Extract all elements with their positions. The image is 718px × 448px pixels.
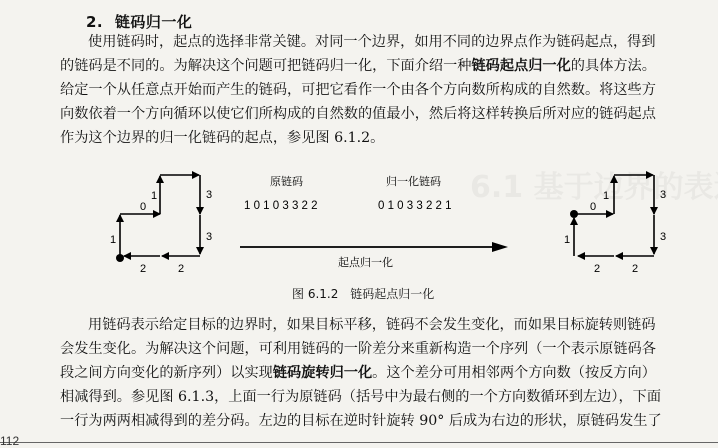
right-digit: 2 bbox=[594, 263, 601, 275]
left-digit: 1 bbox=[151, 190, 158, 202]
p2-line-1: 用链码表示给定目标的边界时，如果目标平移，链码不会发生变化，而如果目标旋转则链码 bbox=[88, 317, 656, 333]
paragraph-2 bbox=[60, 313, 700, 433]
right-digit: 3 bbox=[660, 231, 667, 243]
left-digit: 2 bbox=[140, 263, 147, 275]
arrow-label: 起点归一化 bbox=[338, 256, 393, 269]
caption-text: 链码起点归一化 bbox=[350, 287, 435, 301]
page-number: 112 bbox=[0, 434, 20, 448]
right-digit: 1 bbox=[603, 190, 610, 202]
original-code-value: 1 0 1 0 3 3 2 2 bbox=[244, 200, 318, 212]
normalization-arrow-head bbox=[492, 242, 508, 252]
page-bottom-rule bbox=[0, 442, 718, 443]
left-digit: 0 bbox=[140, 201, 147, 213]
p1-line-3: 给定一个从任意点开始而产生的链码，可把它看作一个由各个方向数所构成的自然数。将这些方 bbox=[60, 82, 656, 98]
right-digit: 2 bbox=[632, 263, 639, 275]
p1-line-1: 使用链码时，起点的选择非常关键。对同一个边界，如用不同的边界点作为链码起点，得到 bbox=[88, 34, 656, 50]
right-chain-shape bbox=[574, 175, 654, 256]
label-normalized-code: 归一化链码 bbox=[386, 175, 441, 188]
section-number: 2. bbox=[86, 13, 104, 31]
right-start-point bbox=[570, 210, 578, 218]
caption-number: 图 6.1.2 bbox=[292, 287, 339, 301]
right-digit: 0 bbox=[590, 201, 597, 213]
p1-line-5: 作为这个边界的归一化链码的起点，参见图 6.1.2。 bbox=[60, 130, 385, 146]
p2-line-2: 会发生变化。为解决这个问题，可利用链码的一阶差分来重新构造一个序列（一个表示原链码各 bbox=[60, 341, 656, 357]
figure-caption bbox=[292, 285, 434, 302]
left-digit: 2 bbox=[178, 263, 185, 275]
left-chain-shape bbox=[120, 175, 200, 260]
section-title: 链码归一化 bbox=[114, 13, 193, 31]
emphasis-rotation-normalization: 链码旋转归一化 bbox=[272, 365, 373, 381]
normalized-code-value: 0 1 0 3 3 2 2 1 bbox=[378, 200, 452, 212]
p1-line-2: 的链码是不同的。为解决这个问题可把链码归一化，下面介绍一种链码起点归一化的具体方法。 bbox=[60, 58, 656, 74]
emphasis-start-normalization: 链码起点归一化 bbox=[471, 58, 571, 74]
left-digit: 3 bbox=[206, 189, 213, 201]
p2-line-3: 段之间方向变化的新序列）以实现链码旋转归一化。这个差分可用相邻两个方向数（按反方向） bbox=[60, 365, 656, 381]
left-digit: 3 bbox=[206, 231, 213, 243]
right-digit: 1 bbox=[564, 234, 571, 246]
p2-line-5: 一行为两两相减得到的差分码。左边的目标在逆时针旋转 90° 后成为右边的形状，原链码发生了 bbox=[60, 413, 662, 429]
left-digit: 1 bbox=[110, 234, 117, 246]
label-original-code: 原链码 bbox=[270, 175, 303, 188]
p1-line-4: 向数依着一个方向循环以使它们所构成的自然数的值最小，然后将这样转换后所对应的链码起点 bbox=[60, 106, 656, 122]
p2-line-4: 相减得到。参见图 6.1.3，上面一行为原链码（括号中为最右侧的一个方向数循环到左边），下面 bbox=[60, 389, 662, 405]
right-digit: 3 bbox=[660, 189, 667, 201]
left-start-point bbox=[116, 254, 124, 262]
